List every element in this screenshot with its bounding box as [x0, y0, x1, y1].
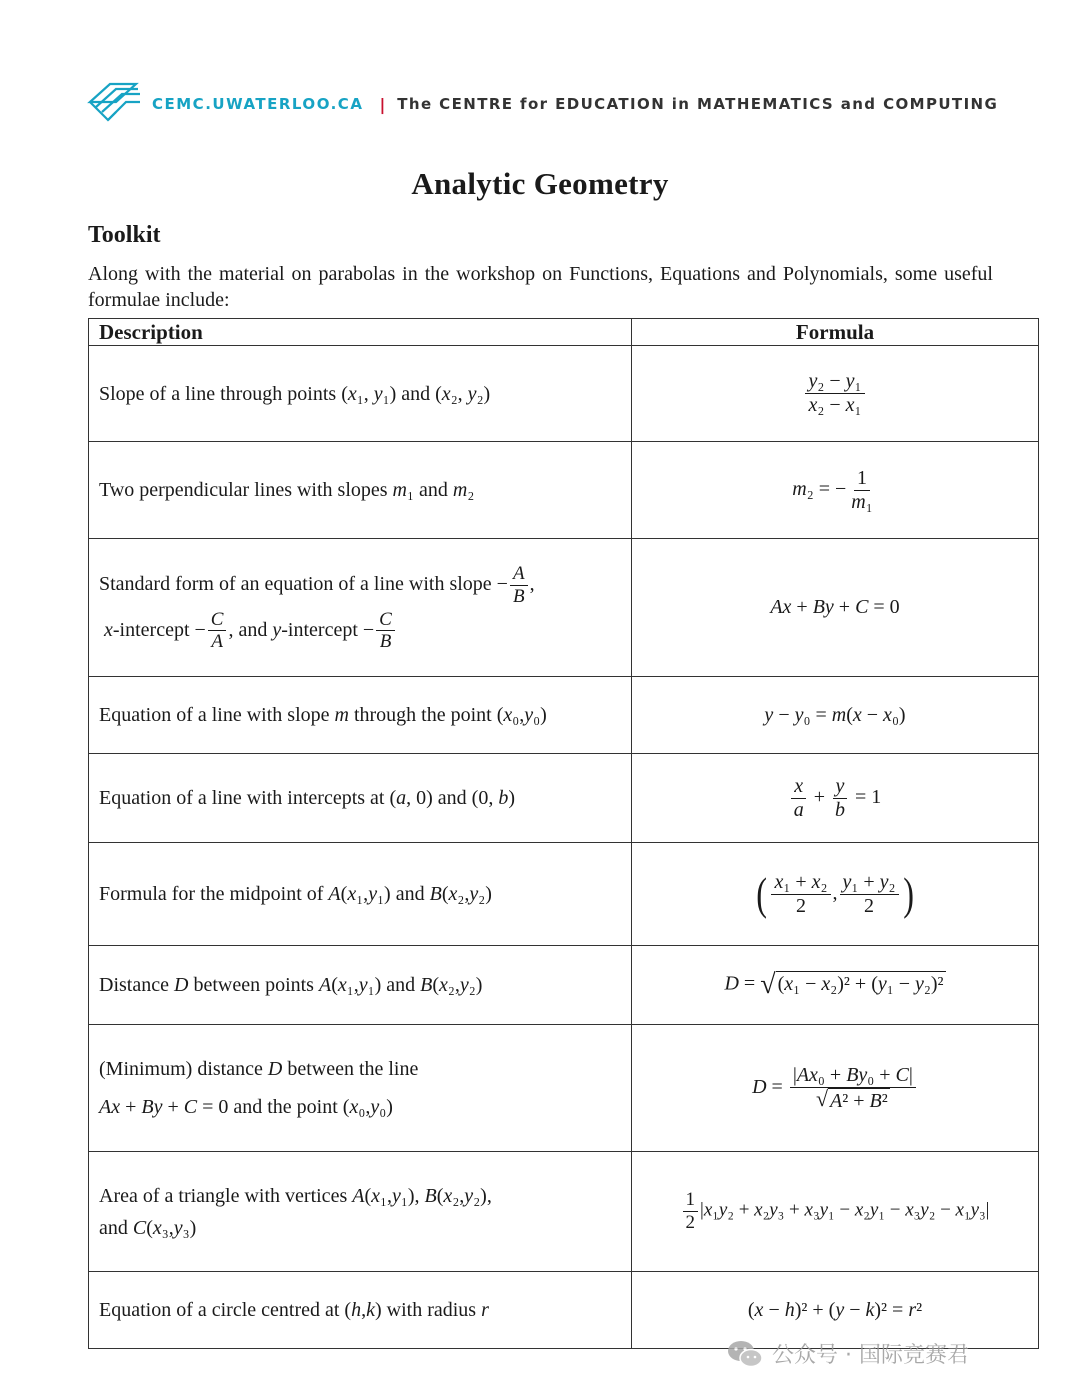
header-separator: | [379, 94, 386, 114]
watermark-text: 公众号 · 国际竞赛君 [772, 1343, 969, 1368]
row-formula: (x − h)² + (y − k)² = r² [632, 1272, 1039, 1349]
section-heading: Toolkit [88, 222, 161, 248]
row-description: Distance D between points A(x₁,y₁) and B(x₂,y₂) [89, 946, 632, 1025]
row-formula: y − y₀ = m(x − x₀) [632, 677, 1039, 754]
table-row [89, 677, 1039, 754]
site-url[interactable]: CEMC.UWATERLOO.CA [152, 95, 364, 113]
table-row [89, 442, 1039, 539]
row-formula: D = |Ax₀ + By₀ + C| √ A² + B² [632, 1025, 1039, 1152]
row-description: Equation of a circle centred at (h,k) with radius r [89, 1272, 632, 1349]
row-formula: $\frac{x}{a}$ + $\frac{y}{b}$ = 1 [632, 754, 1039, 843]
centre-name: The CENTRE for EDUCATION in MATHEMATICS and COMPUTING [397, 95, 999, 113]
cemc-logo-icon [86, 80, 142, 128]
table-row [89, 946, 1039, 1025]
intro-paragraph: Along with the material on parabolas in the workshop on Functions, Equations and Polynomials, some useful formulae include: [88, 263, 993, 311]
column-header-formula: Formula [632, 319, 1039, 346]
column-header-description: Description [89, 319, 632, 346]
table-row [89, 539, 1039, 677]
formula-table [88, 318, 1039, 1349]
table-row [89, 1025, 1039, 1152]
row-description: Formula for the midpoint of A(x₁,y₁) and B(x₂,y₂) [89, 843, 632, 946]
table-row [89, 346, 1039, 442]
row-formula: D = √ (x₁ − x₂)² + (y₁ − y₂)² [632, 946, 1039, 1025]
watermark [726, 1338, 969, 1369]
row-formula: ( $\frac{\text{x₁ + x₂}}{2}$ , $\frac{\text{y₁ + y₂}}{2}$ ) [632, 843, 1039, 946]
row-description: (Minimum) distance D between the line Ax + By + C = 0 and the point (x₀,y₀) [89, 1025, 632, 1152]
table-row [89, 843, 1039, 946]
row-formula: $\frac{1}{2}$ |x₁y₂ + x₂y₃ + x₃y₁ − x₂y₁ − x₃y₂ − x₁y₃| [632, 1152, 1039, 1272]
row-description: Slope of a line through points (x₁, y₁) and (x₂, y₂) [89, 346, 632, 442]
row-description: Area of a triangle with vertices A(x₁,y₁), B(x₂,y₂), and C(x₃,y₃) [89, 1152, 632, 1272]
wechat-icon [726, 1339, 764, 1369]
table-row [89, 1152, 1039, 1272]
page-title: Analytic Geometry [411, 166, 669, 201]
row-formula: $\frac{\text{y₂ − y₁}}{\text{x₂ − x₁}}$ [632, 346, 1039, 442]
row-description: Equation of a line with intercepts at (a, 0) and (0, b) [89, 754, 632, 843]
row-description: Standard form of an equation of a line with slope − $\frac{A}{B}$ , x-intercept − $\frac{C}{A}$ , and y-intercept − $\frac{C}{B}$ [89, 539, 632, 677]
row-formula: m₂ = − $\frac{1}{\text{m₁}}$ [632, 442, 1039, 539]
row-description: Two perpendicular lines with slopes m₁ and m₂ [89, 442, 632, 539]
row-formula: Ax + By + C = 0 [632, 539, 1039, 677]
table-header-row [89, 319, 1039, 346]
row-description: Equation of a line with slope m through the point (x₀,y₀) [89, 677, 632, 754]
page-header [86, 80, 998, 128]
table-row [89, 754, 1039, 843]
table-row [89, 1272, 1039, 1349]
